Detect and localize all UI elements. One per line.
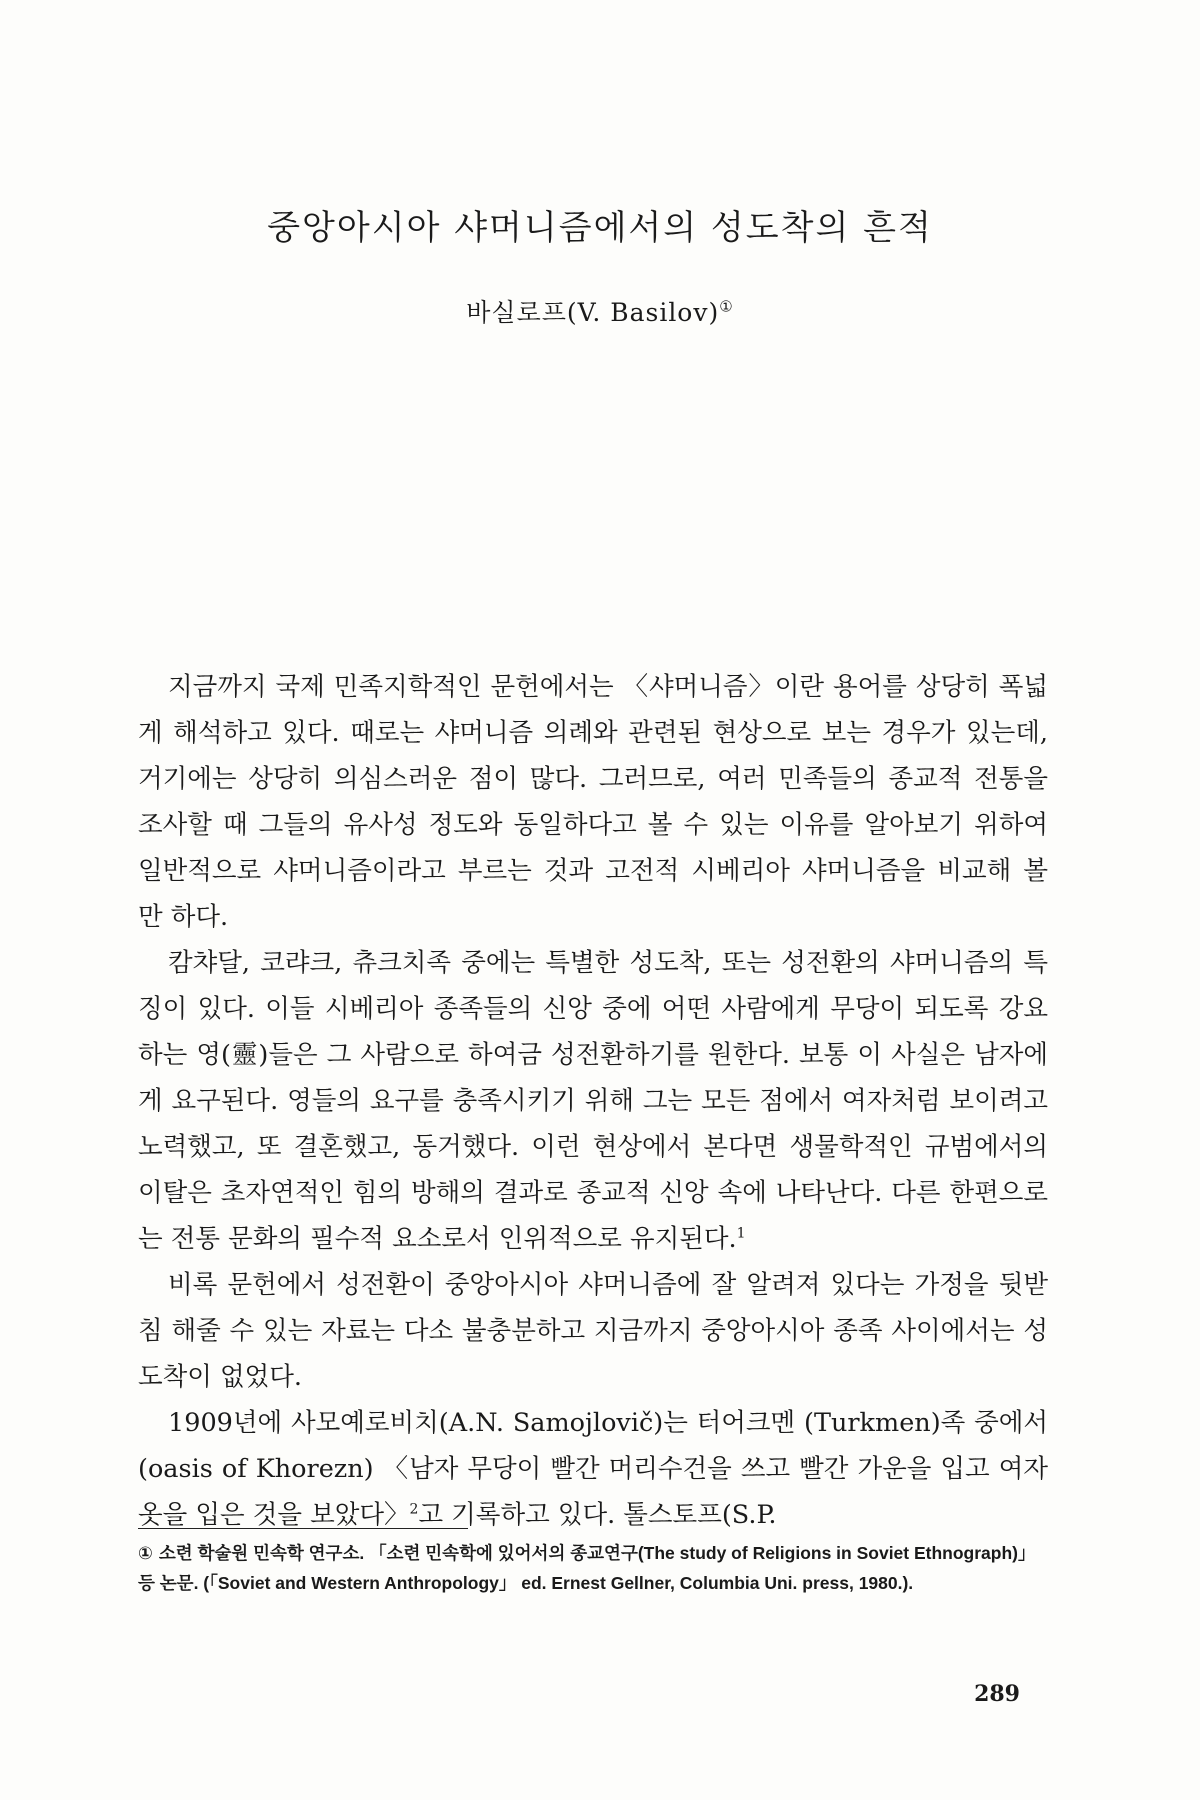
footnote-marker: ①: [138, 1543, 153, 1563]
paragraph-1: 지금까지 국제 민족지학적인 문헌에서는 〈샤머니즘〉이란 용어를 상당히 폭넓게 해석하고 있다. 때로는 샤머니즘 의례와 관련된 현상으로 보는 경우가 있는데, 거기에는 상당히 의심스러운 점이 많다. 그러므로, 여러 민족들의 종교적 전통을 조사할 때 그들의 유사성 정도와 동일하다고 볼 수 있는 이유를 알아보기 위하여 일반적으로 샤머니즘이라고 부르는 것과 고전적 시베리아 샤머니즘을 비교해 볼 만 하다.: [138, 672, 1048, 932]
author-line: [0, 293, 1200, 329]
author-name: 바실로프(V. Basilov): [466, 298, 720, 327]
article-body: [138, 664, 1048, 1538]
footnote-divider: [138, 1528, 468, 1529]
paragraph-4-tail: 고 기록하고 있다. 톨스토프(S.P.: [418, 1500, 777, 1530]
paragraph-3: 비록 문헌에서 성전환이 중앙아시아 샤머니즘에 잘 알려져 있다는 가정을 뒷받침 해줄 수 있는 자료는 다소 불충분하고 지금까지 중앙아시아 종족 사이에서는 성도착이 없었다.: [138, 1270, 1048, 1392]
paragraph-4-text: 1909년에 사모예로비치(A.N. Samojlovič)는 터어크멘 (Turkmen)족 중에서(oasis of Khorezn) 〈남자 무당이 빨간 머리수건을 쓰고 빨간 가운을 입고 여자옷을 입은 것을 보았다〉: [138, 1408, 1048, 1530]
paragraph-2: [138, 940, 1048, 1262]
author-note-marker: ①: [719, 297, 734, 316]
footnote-ref-2: 2: [409, 1501, 419, 1518]
page-number: 289: [974, 1681, 1020, 1707]
footnote-ref-1: 1: [736, 1225, 746, 1242]
paragraph-2-text: 캄챠달, 코랴크, 츄크치족 중에는 특별한 성도착, 또는 성전환의 샤머니즘의 특징이 있다. 이들 시베리아 종족들의 신앙 중에 어떤 사람에게 무당이 되도록 강요하는 영(靈)들은 그 사람으로 하여금 성전환하기를 원한다. 보통 이 사실은 남자에게 요구된다. 영들의 요구를 충족시키기 위해 그는 모든 점에서 여자처럼 보이려고 노력했고, 또 결혼했고, 동거했다. 이런 현상에서 본다면 생물학적인 규범에서의 이탈은 초자연적인 힘의 방해의 결과로 종교적 신앙 속에 나타난다. 다른 한편으로는 전통 문화의 필수적 요소로서 인위적으로 유지된다.: [138, 948, 1048, 1254]
footnote-text: 소련 학술원 민속학 연구소. 「소련 민속학에 있어서의 종교연구(The study of Religions in Soviet Ethnograph)」등 논문. (「Soviet and Western Anthropology」 ed. Ernest Gellner, Columbia Uni. press, 1980.).: [138, 1543, 1036, 1593]
paragraph-4: [138, 1400, 1048, 1538]
footnote: [138, 1538, 1048, 1598]
article-title: 중앙아시아 샤머니즘에서의 성도착의 흔적: [267, 208, 933, 248]
